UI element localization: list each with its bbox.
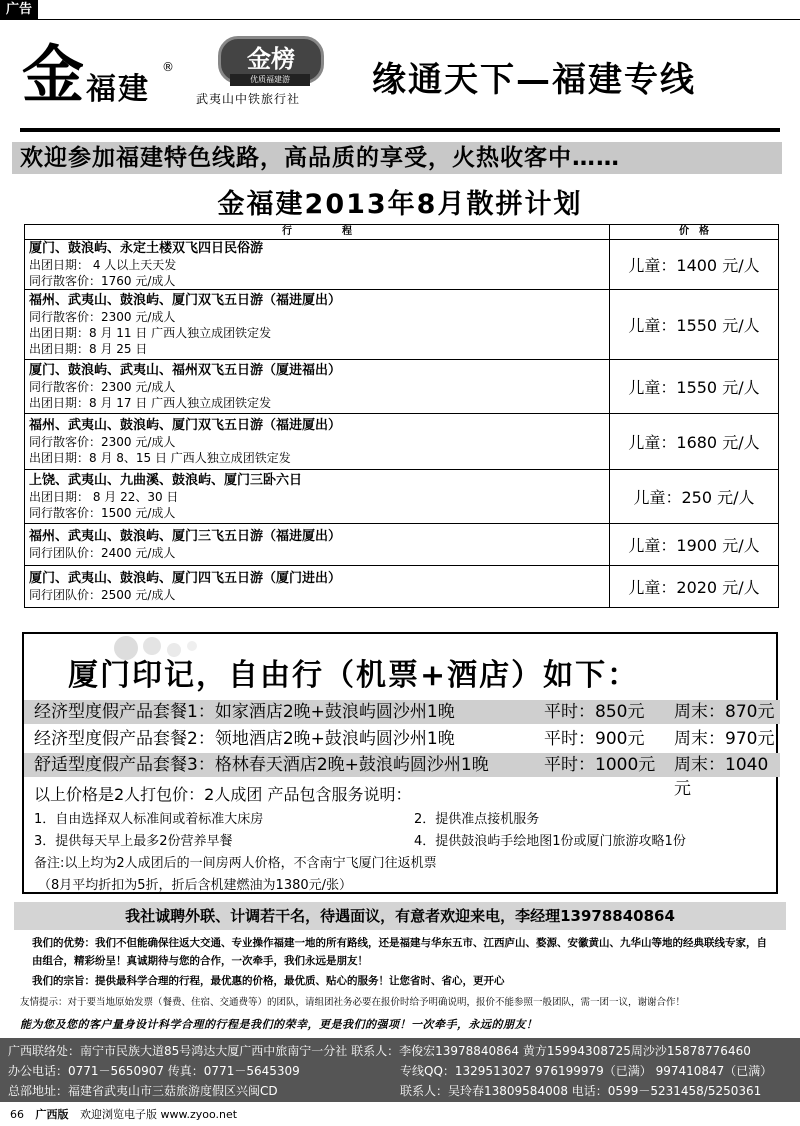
route-line: 出团日期：8 月 17 日 广西人独立成团铁定发	[29, 395, 272, 410]
service-item: 2．提供准点接机服务	[414, 812, 540, 827]
route-name: 福州、武夷山、鼓浪屿、厦门三飞五日游（福进厦出）	[29, 528, 342, 544]
route-name: 福州、武夷山、鼓浪屿、厦门双飞五日游（福进厦出）	[29, 292, 342, 308]
recruit-banner: 我社诚聘外联、计调若干名，待遇面议，有意者欢迎来电，李经理13978840864	[14, 902, 786, 930]
price-cell: 儿童：250 元/人	[610, 470, 779, 524]
table-row	[25, 414, 779, 470]
route-name: 厦门、鼓浪屿、永定土楼双飞四日民俗游	[29, 240, 264, 256]
ad-tag: 广告	[0, 0, 38, 19]
route-name: 厦门、武夷山、鼓浪屿、厦门四飞五日游（厦门进出）	[29, 570, 342, 586]
contact-line: 广西联络处：南宁市民族大道85号鸿达大厦广西中旅南宁一分社 联系人：李俊宏13978840864 黄方15994308725周沙沙15878776460	[8, 1044, 751, 1058]
agency-name: 武夷山中铁旅行社	[196, 92, 301, 106]
package-name: 经济型度假产品套餐2：领地酒店2晚+鼓浪屿圆沙州1晚	[34, 729, 455, 749]
price-cell: 儿童：1400 元/人	[610, 240, 779, 290]
route-name: 上饶、武夷山、九曲溪、鼓浪屿、厦门三卧六日	[29, 472, 303, 488]
route-line: 同行团队价：2500 元/成人	[29, 587, 176, 602]
header-divider	[20, 128, 780, 132]
logo-text: 福建	[86, 72, 150, 107]
logo-mark-glyph: 金	[22, 38, 85, 106]
contact-line: 总部地址：福建省武夷山市三菇旅游度假区兴闽CD	[8, 1084, 278, 1098]
price-column-header: 价 格	[610, 225, 779, 240]
tour-table	[24, 224, 779, 608]
price-cell: 儿童：2020 元/人	[610, 566, 779, 608]
package-weekend-price: 周末：870元	[674, 702, 775, 722]
table-row	[25, 240, 779, 290]
contact-line: 专线QQ：1329513027 976199979（已满） 997410847（已满）	[400, 1064, 773, 1078]
reminder-text: 友情提示：对于要当地原始发票（餐费、住宿、交通费等）的团队，请组团社务必要在报价时给予明确说明，报价不能参照一般团队，需一团一议，谢谢合作！	[20, 997, 686, 1008]
table-row	[25, 290, 779, 360]
footer	[10, 1106, 237, 1122]
route-cell	[25, 524, 610, 566]
route-line: 出团日期： 8 月 22、30 日	[29, 489, 179, 504]
contact-line: 联系人：吴玲春13809584008 电话：0599－5231458/5250361	[400, 1084, 762, 1098]
route-line: 出团日期：8 月 11 日 广西人独立成团铁定发	[29, 325, 272, 340]
table-row	[25, 524, 779, 566]
package-row	[24, 727, 780, 751]
price-cell: 儿童：1550 元/人	[610, 290, 779, 360]
plan-title: 金福建2013年8月散拼计划	[217, 189, 583, 220]
remark: 备注:以上均为2人成团后的一间房两人价格，不含南宁飞厦门往返机票	[34, 856, 437, 871]
badge-logo: 金榜	[218, 36, 324, 84]
route-line: 同行散客价：1760 元/成人	[29, 273, 176, 288]
route-line: 出团日期： 4 人以上天天发	[29, 257, 177, 272]
discount-note: （8月平均折扣为5折，折后含机建燃油为1380元/张）	[38, 878, 353, 893]
tenet-text: 我们的宗旨：提供最科学合理的行程，最优惠的价格，最优质、贴心的服务！让您省时、省心，更开心	[32, 975, 505, 987]
table-row	[25, 360, 779, 414]
price-cell: 儿童：1680 元/人	[610, 414, 779, 470]
route-column-header: 行 程	[25, 225, 610, 240]
page-number: 66	[10, 1108, 24, 1121]
badge-subtitle: 优质福建游	[230, 74, 310, 86]
top-rule	[0, 19, 800, 20]
package-name: 舒适型度假产品套餐3：格林春天酒店2晚+鼓浪屿圆沙州1晚	[34, 755, 489, 775]
slogan: 缘通天下—福建专线	[372, 60, 696, 100]
route-cell	[25, 360, 610, 414]
contact-line: 办公电话：0771－5650907 传真：0771－5645309	[8, 1064, 300, 1078]
route-line: 出团日期：8 月 25 日	[29, 341, 148, 356]
service-item: 3．提供每天早上最多2份营养早餐	[34, 834, 233, 849]
route-cell	[25, 240, 610, 290]
route-line: 同行散客价：1500 元/成人	[29, 505, 176, 520]
package-weekday-price: 平时：1000元	[544, 755, 656, 775]
package-row	[24, 700, 780, 724]
route-line: 同行散客价：2300 元/成人	[29, 434, 176, 449]
package-note-heading: 以上价格是2人打包价：2人成团 产品包含服务说明：	[34, 785, 412, 804]
route-cell	[25, 414, 610, 470]
route-cell	[25, 290, 610, 360]
advantage-text: 我们的优势：我们不但能确保往返大交通、专业操作福建一地的所有路线，还是福建与华东五市、江西庐山、婺源、安徽黄山、九华山等地的经典联线专家，自由组合，精彩纷呈！真诚期待与您的合作，一次牵手，我们永远是朋友！	[32, 937, 767, 967]
package-weekend-price: 周末：1040元	[674, 755, 769, 799]
table-header-row	[25, 225, 779, 240]
package-name: 经济型度假产品套餐1：如家酒店2晚+鼓浪屿圆沙州1晚	[34, 702, 455, 722]
package-weekday-price: 平时：900元	[544, 729, 645, 749]
welcome-banner: 欢迎参加福建特色线路，高品质的享受，火热收客中……	[12, 142, 782, 174]
route-cell	[25, 470, 610, 524]
route-line: 同行团队价：2400 元/成人	[29, 545, 176, 560]
edition-label: 广西版	[35, 1108, 69, 1121]
motto-text: 能为您及您的客户量身设计科学合理的行程是我们的荣幸，更是我们的强项！一次牵手，永远的朋友！	[20, 1018, 538, 1031]
route-line: 同行散客价：2300 元/成人	[29, 379, 176, 394]
package-weekday-price: 平时：850元	[544, 702, 645, 722]
route-cell	[25, 566, 610, 608]
price-cell: 儿童：1550 元/人	[610, 360, 779, 414]
package-weekend-price: 周末：970元	[674, 729, 775, 749]
table-row	[25, 470, 779, 524]
route-name: 福州、武夷山、鼓浪屿、厦门双飞五日游（福进厦出）	[29, 417, 342, 433]
route-line: 同行散客价：2300 元/成人	[29, 309, 176, 324]
service-item: 4．提供鼓浪屿手绘地图1份或厦门旅游攻略1份	[414, 834, 686, 849]
browse-link[interactable]: 欢迎浏览电子版 www.zyoo.net	[80, 1108, 238, 1121]
price-cell: 儿童：1900 元/人	[610, 524, 779, 566]
contact-panel	[0, 1038, 800, 1102]
xiamen-title: 厦门印记，自由行（机票+酒店）如下：	[68, 658, 640, 693]
table-row	[25, 566, 779, 608]
route-name: 厦门、鼓浪屿、武夷山、福州双飞五日游（厦进福出）	[29, 362, 342, 378]
route-line: 出团日期：8 月 8、15 日 广西人独立成团铁定发	[29, 450, 291, 465]
registered-mark: ®	[162, 60, 174, 74]
service-item: 1．自由选择双人标准间或着标准大床房	[34, 812, 264, 827]
